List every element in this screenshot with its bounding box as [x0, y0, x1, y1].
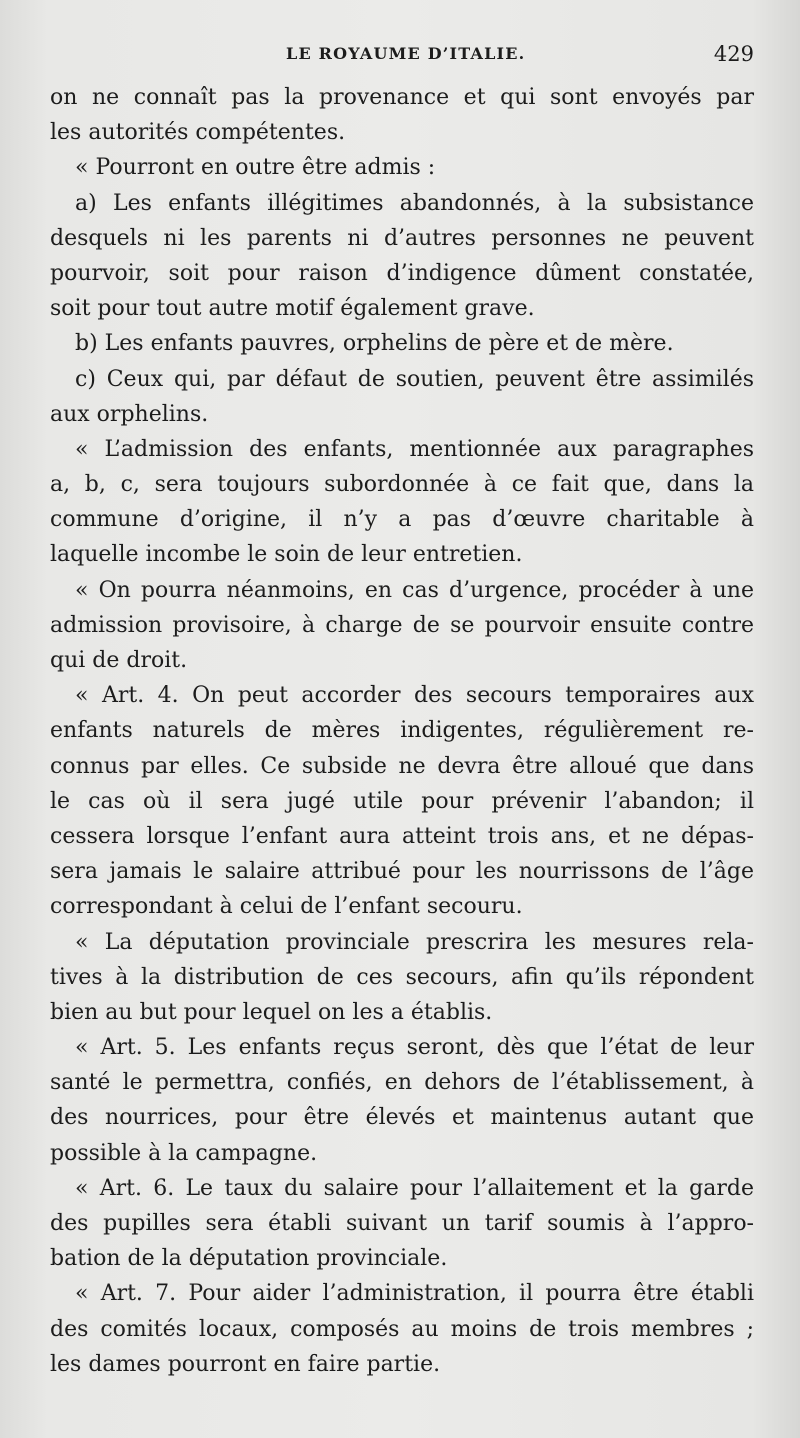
- page-number: 429: [713, 42, 754, 66]
- text-line: des comités locaux, composés au moins de trois membres ;: [50, 1316, 754, 1342]
- text-line: connus par elles. Ce subside ne devra être alloué que dans: [50, 753, 754, 779]
- text-line: desquels ni les parents ni d’autres personnes ne peuvent: [50, 225, 754, 251]
- text-line: aux orphelins.: [50, 401, 209, 427]
- text-line: « On pourra néanmoins, en cas d’urgence, procéder à une: [75, 577, 754, 603]
- text-line: des nourrices, pour être élevés et maintenus autant que: [50, 1105, 754, 1131]
- text-line: les dames pourront en faire partie.: [50, 1351, 441, 1377]
- text-line: commune d’origine, il n’y a pas d’œuvre charitable à: [50, 507, 754, 533]
- text-line: santé le permettra, confiés, en dehors de l’établissement, à: [50, 1070, 754, 1096]
- text-line: pourvoir, soit pour raison d’indigence dûment constatée,: [50, 260, 754, 286]
- text-line: cessera lorsque l’enfant aura atteint trois ans, et ne dépas-: [50, 823, 754, 849]
- text-body: [50, 80, 754, 1382]
- text-line: a, b, c, sera toujours subordonnée à ce fait que, dans la: [50, 472, 754, 498]
- text-line: « Art. 5. Les enfants reçus seront, dès que l’état de leur: [75, 1035, 754, 1061]
- text-line: « Pourront en outre être admis :: [75, 155, 436, 181]
- text-line: le cas où il sera jugé utile pour prévenir l’abandon; il: [50, 788, 754, 814]
- text-line: « La députation provinciale prescrira les mesures rela-: [75, 929, 754, 955]
- text-line: c) Ceux qui, par défaut de soutien, peuvent être assimilés: [75, 366, 754, 392]
- text-line: des pupilles sera établi suivant un tarif soumis à l’appro-: [50, 1211, 754, 1236]
- text-line: laquelle incombe le soin de leur entretien.: [50, 542, 523, 568]
- text-line: « Art. 7. Pour aider l’administration, il pourra être établi: [75, 1281, 754, 1307]
- text-line: « L’admission des enfants, mentionnée aux paragraphes: [75, 436, 754, 462]
- text-line: tives à la distribution de ces secours, afin qu’ils répondent: [50, 964, 754, 990]
- text-line: bien au but pour lequel on les a établis.: [50, 999, 493, 1025]
- text-line: on ne connaît pas la provenance et qui sont envoyés par: [50, 85, 754, 110]
- text-line: bation de la députation provinciale.: [50, 1246, 448, 1272]
- text-line: a) Les enfants illégitimes abandonnés, à la subsistance: [75, 190, 754, 216]
- text-line: possible à la campagne.: [50, 1140, 318, 1166]
- text-line: enfants naturels de mères indigentes, régulièrement re-: [50, 718, 754, 744]
- text-line: « Art. 4. On peut accorder des secours temporaires aux: [75, 683, 754, 709]
- text-line: correspondant à celui de l’enfant secouru.: [50, 894, 523, 920]
- text-line: soit pour tout autre motif également grave.: [50, 296, 535, 322]
- running-head: [50, 44, 756, 74]
- text-line: les autorités compétentes.: [50, 120, 346, 146]
- text-line: « Art. 6. Le taux du salaire pour l’allaitement et la garde: [75, 1175, 754, 1201]
- text-line: admission provisoire, à charge de se pourvoir ensuite contre: [50, 612, 754, 638]
- running-title: LE ROYAUME D’ITALIE.: [286, 44, 526, 63]
- text-line: sera jamais le salaire attribué pour les nourrissons de l’âge: [50, 859, 754, 885]
- text-line: b) Les enfants pauvres, orphelins de père et de mère.: [75, 331, 674, 357]
- text-line: qui de droit.: [50, 648, 188, 673]
